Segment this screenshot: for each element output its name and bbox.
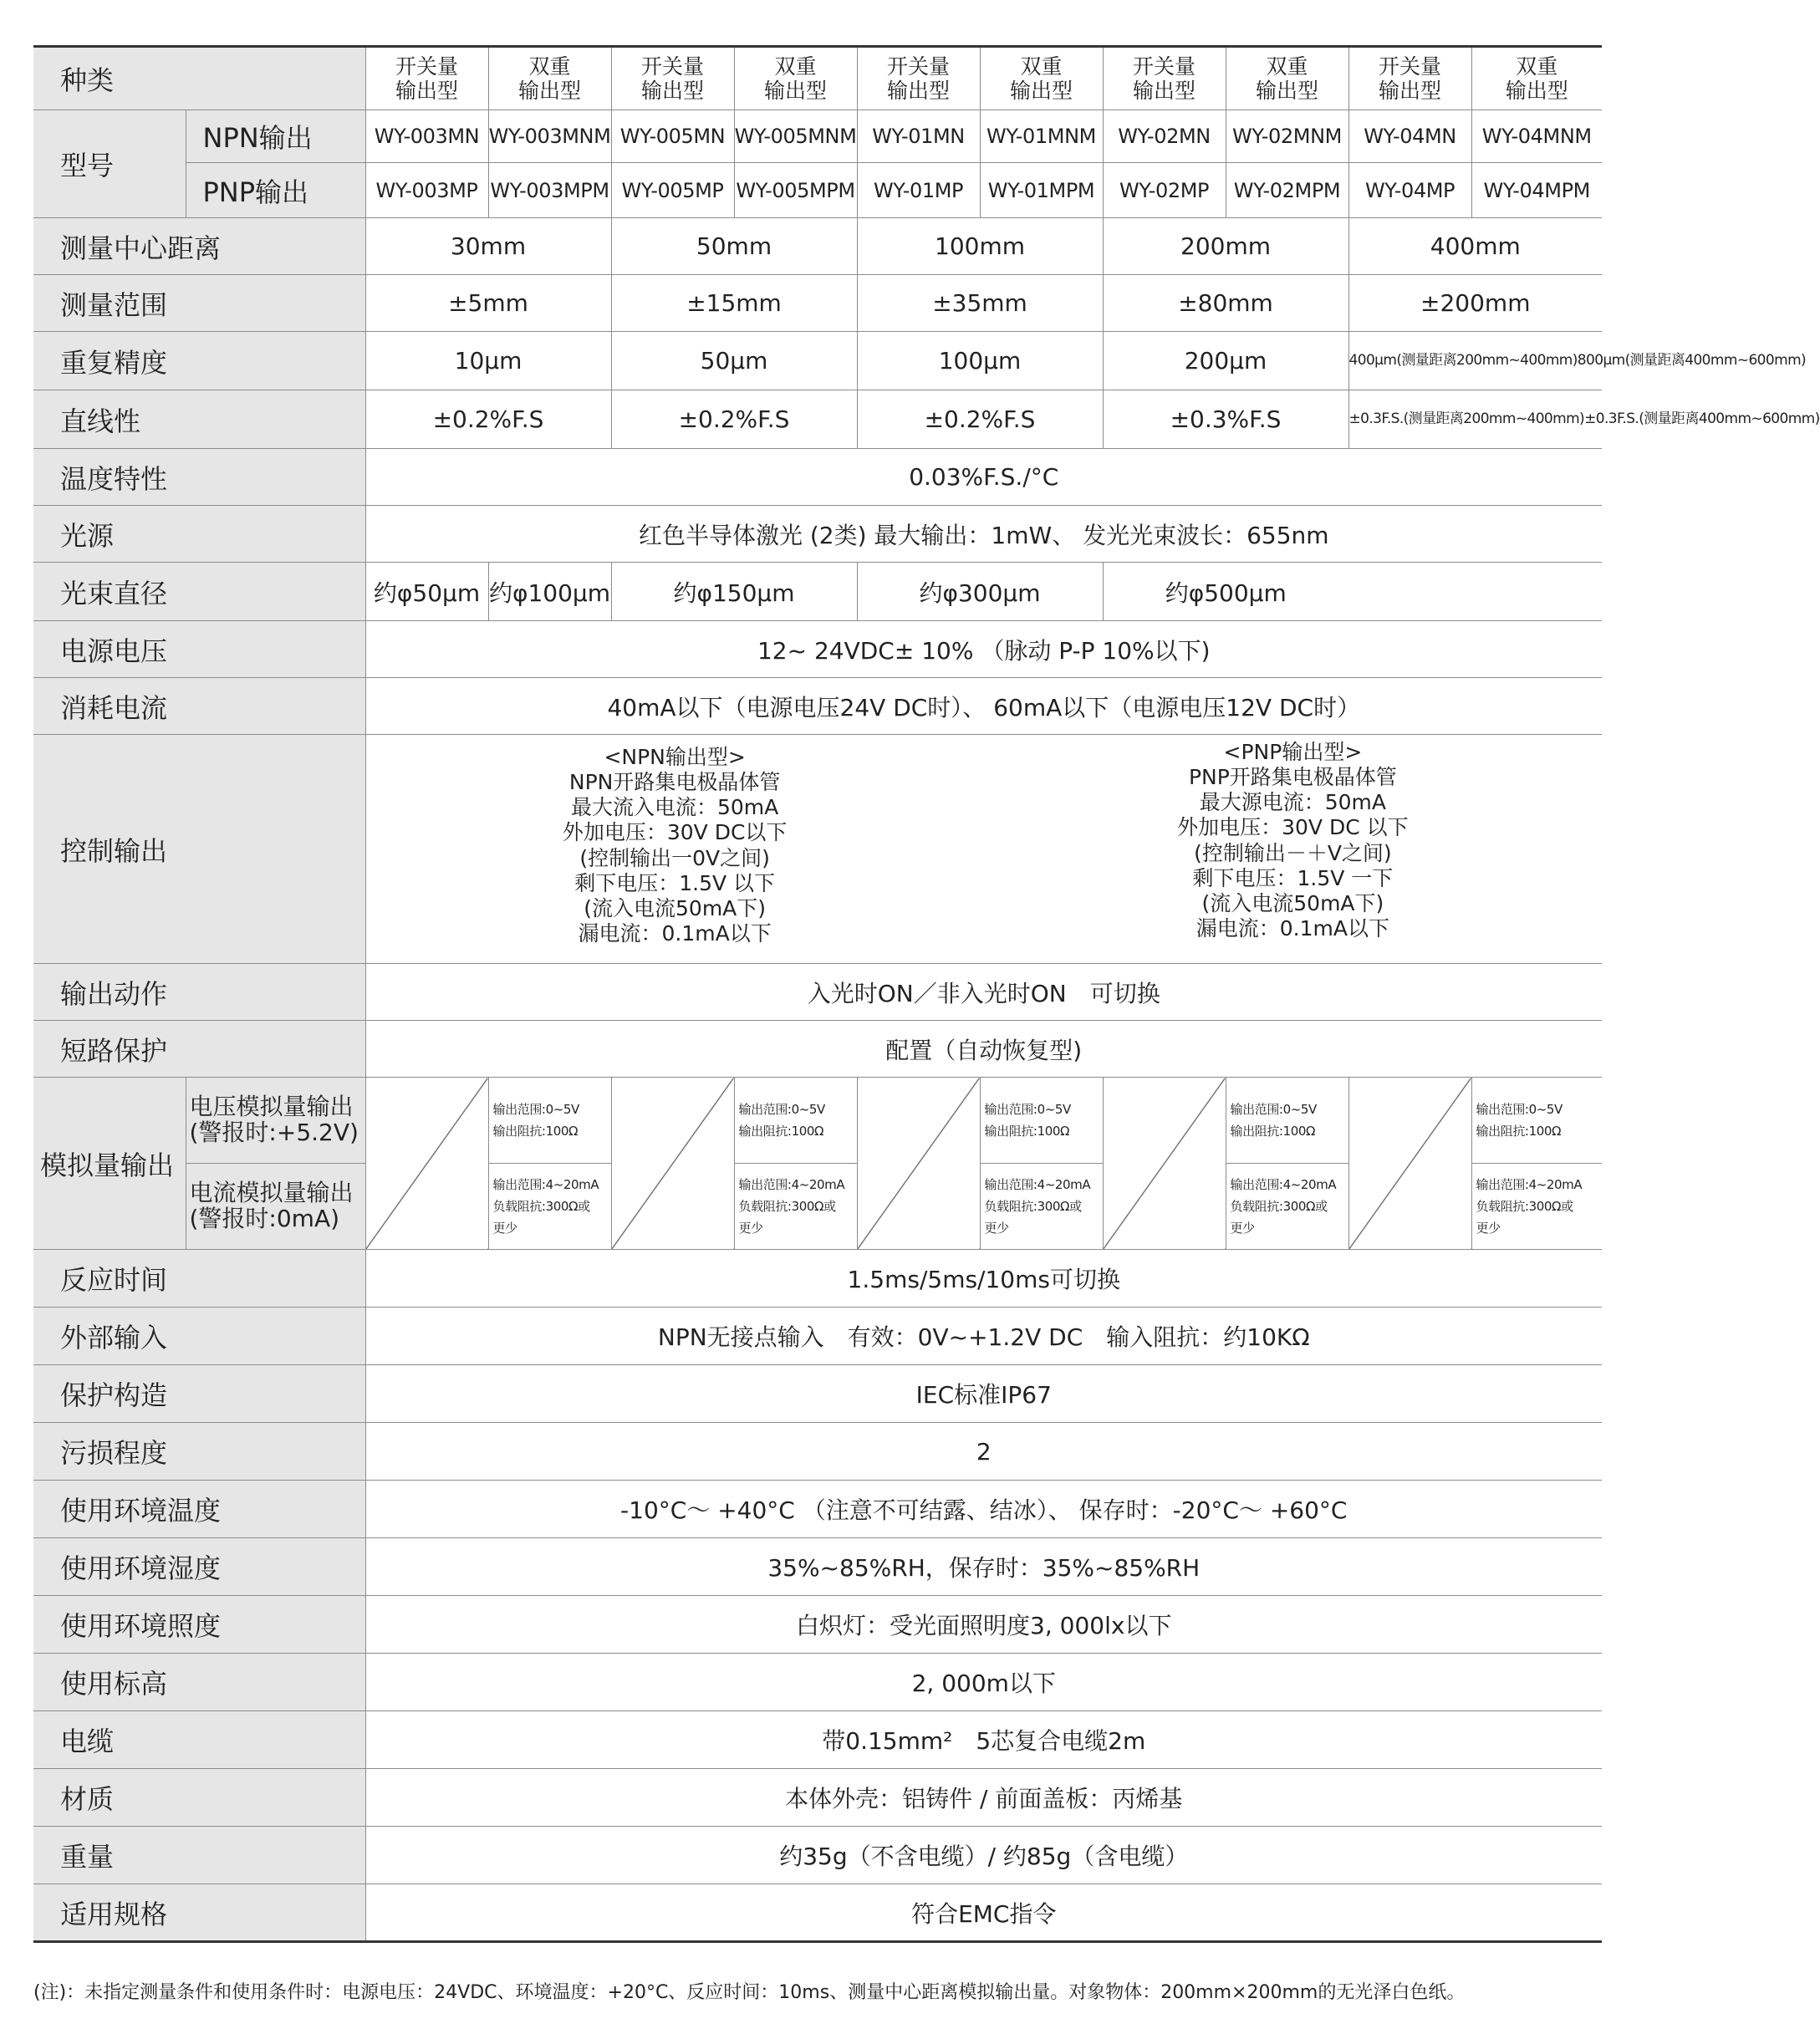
control-line: 最大源电流：50mA (1199, 790, 1387, 814)
type-line: 双重 (1020, 54, 1063, 79)
control-output-columns (366, 739, 1603, 951)
type-line: 输出型 (1010, 79, 1073, 103)
sub-label: NPN输出 (186, 110, 365, 163)
control-line: 漏电流：0.1mA以下 (1195, 916, 1389, 941)
output-action-row (33, 964, 1602, 1021)
sub-label: PNP输出 (186, 163, 365, 218)
env-temp-row (33, 1481, 1602, 1538)
analog-line: 负载阻抗:300Ω或 (1230, 1198, 1328, 1214)
control-line: 剩下电压：1.5V 以下 (574, 870, 776, 895)
external-input-value: NPN无接点输入 有效：0V~+1.2V DC 输入阻抗：约10KΩ (365, 1308, 1602, 1365)
analog-voltage-value (488, 1078, 611, 1164)
row-label: 使用环境照度 (33, 1596, 365, 1654)
linearity-row (33, 390, 1602, 449)
row-label: 直线性 (33, 390, 365, 449)
row-label: 温度特性 (33, 449, 365, 506)
type-cell (734, 47, 857, 110)
linearity-value (1348, 390, 1820, 449)
npn-model: WY-005MN (611, 110, 734, 163)
center-distance-value: 400mm (1348, 218, 1602, 275)
env-humidity-row (33, 1538, 1602, 1596)
control-npn-column (366, 745, 984, 947)
weight-value: 约35g（不含电缆）/ 约85g（含电缆） (365, 1827, 1602, 1884)
repeatability-value (1348, 332, 1807, 390)
range-value: ±80mm (1103, 275, 1348, 332)
npn-model: WY-003MNM (488, 110, 611, 163)
row-label: 控制输出 (33, 735, 365, 964)
cable-row (33, 1711, 1602, 1769)
type-line: 输出型 (1256, 79, 1319, 103)
footnote: (注)：未指定测量条件和使用条件时：电源电压：24VDC、环境温度：+20°C、反应时间：10ms、测量中心距离模拟输出量。对象物体：200mm×200mm的无光泽白色纸。 (33, 1982, 1466, 2003)
row-label: 使用标高 (33, 1654, 365, 1711)
npn-model: WY-005MNM (734, 110, 857, 163)
linearity-value: ±0.3%F.S (1103, 390, 1348, 449)
type-line: 输出型 (1379, 79, 1442, 103)
sub-label-line: 电压模拟量输出 (189, 1093, 354, 1121)
cell-line: ±0.3F.S.(测量距离400mm~600mm) (1584, 410, 1820, 428)
pollution-value: 2 (365, 1423, 1602, 1481)
material-value: 本体外壳：铝铸件 / 前面盖板：丙烯基 (365, 1769, 1602, 1827)
range-row (33, 275, 1602, 332)
na-cell (1103, 1078, 1226, 1250)
npn-model: WY-04MNM (1471, 110, 1602, 163)
row-label: 光束直径 (33, 563, 365, 621)
type-cell (1103, 47, 1226, 110)
center-distance-value: 30mm (365, 218, 611, 275)
analog-line: 输出范围:0~5V (1230, 1101, 1317, 1117)
beam-diameter-value: 约φ50μm (365, 563, 488, 621)
cell-line: ±0.3F.S.(测量距离200mm~400mm) (1348, 410, 1585, 428)
control-line: 外加电压：30V DC 以下 (1177, 815, 1409, 840)
analog-voltage-value (1471, 1078, 1602, 1164)
row-label: 测量范围 (33, 275, 365, 332)
type-line: 输出型 (1505, 79, 1568, 103)
center-distance-value: 200mm (1103, 218, 1348, 275)
spec-table (33, 45, 1820, 1943)
current-row (33, 678, 1602, 735)
row-label: 模拟量输出 (33, 1078, 186, 1250)
pnp-model-row (33, 163, 1602, 218)
pnp-model: WY-04MP (1348, 163, 1471, 218)
output-action-value: 入光时ON／非入光时ON 可切换 (365, 964, 1602, 1021)
control-line: <NPN输出型> (604, 744, 746, 769)
weight-row (33, 1827, 1602, 1884)
light-source-value: 红色半导体激光 (2类) 最大输出：1mW、 发光光束波长：655nm (365, 506, 1602, 563)
control-line: 漏电流：0.1mA以下 (578, 921, 772, 946)
control-output-row (33, 735, 1602, 964)
row-label: 消耗电流 (33, 678, 365, 735)
repeatability-row (33, 332, 1602, 390)
control-line: (流入电流50mA下) (1201, 891, 1384, 915)
row-label: 使用环境湿度 (33, 1538, 365, 1596)
analog-line: 负载阻抗:300Ω或 (984, 1198, 1082, 1214)
analog-voltage-row (33, 1078, 1602, 1164)
linearity-value: ±0.2%F.S (611, 390, 857, 449)
analog-line: 输出范围:4~20mA (984, 1176, 1091, 1192)
spec-table-body (33, 47, 1820, 1942)
sub-label (186, 1078, 365, 1164)
type-cell (857, 47, 980, 110)
type-line: 开关量 (641, 54, 705, 79)
na-cell (857, 1078, 980, 1250)
linearity-value: ±0.2%F.S (365, 390, 611, 449)
type-line: 输出型 (764, 79, 828, 103)
external-input-row (33, 1308, 1602, 1365)
range-value: ±15mm (611, 275, 857, 332)
npn-model: WY-02MNM (1226, 110, 1348, 163)
cell-line: 400μm(测量距离200mm~400mm) (1348, 352, 1578, 370)
altitude-value: 2, 000m以下 (365, 1654, 1602, 1711)
row-label: 重复精度 (33, 332, 365, 390)
protection-row (33, 1365, 1602, 1423)
beam-diameter-value: 约φ100μm (488, 563, 611, 621)
type-cell (488, 47, 611, 110)
beam-diameter-value: 约φ300μm (857, 563, 1103, 621)
env-temp-value: -10°C～ +40°C （注意不可结露、结冰）、 保存时：-20°C～ +60°C (365, 1481, 1602, 1538)
analog-line: 负载阻抗:300Ω或 (738, 1198, 836, 1214)
response-time-row (33, 1250, 1602, 1308)
pollution-row (33, 1423, 1602, 1481)
control-line: <PNP输出型> (1223, 739, 1363, 764)
pnp-model: WY-04MPM (1471, 163, 1602, 218)
control-line: PNP开路集电极晶体管 (1188, 764, 1397, 789)
pnp-model: WY-01MPM (980, 163, 1103, 218)
type-line: 双重 (774, 54, 817, 79)
env-light-row (33, 1596, 1602, 1654)
pnp-model: WY-02MP (1103, 163, 1226, 218)
control-line: 剩下电压：1.5V 一下 (1192, 865, 1394, 890)
response-time-value: 1.5ms/5ms/10ms可切换 (365, 1250, 1602, 1308)
temperature-row (33, 449, 1602, 506)
analog-line: 输出范围:4~20mA (492, 1176, 599, 1192)
supply-voltage-value: 12~ 24VDC± 10% （脉动 P-P 10%以下) (365, 621, 1602, 678)
analog-line: 输出阻抗:100Ω (492, 1124, 579, 1139)
env-light-value: 白炽灯：受光面照明度3, 000lx以下 (365, 1596, 1602, 1654)
analog-line: 更少 (738, 1221, 763, 1236)
row-label: 保护构造 (33, 1365, 365, 1423)
short-circuit-row (33, 1021, 1602, 1078)
analog-line: 输出阻抗:100Ω (1230, 1124, 1316, 1139)
cell-line: 800μm(测量距离400mm~600mm) (1577, 352, 1807, 370)
env-humidity-value: 35%~85%RH，保存时：35%~85%RH (365, 1538, 1602, 1596)
type-line: 双重 (528, 54, 571, 79)
pnp-model: WY-003MPM (488, 163, 611, 218)
npn-model-row (33, 110, 1602, 163)
cable-value: 带0.15mm² 5芯复合电缆2m (365, 1711, 1602, 1769)
analog-line: 输出范围:4~20mA (1230, 1176, 1337, 1192)
row-label: 反应时间 (33, 1250, 365, 1308)
row-label: 光源 (33, 506, 365, 563)
type-cell (980, 47, 1103, 110)
analog-line: 输出范围:0~5V (1476, 1101, 1563, 1117)
beam-diameter-value: 约φ150μm (611, 563, 857, 621)
analog-line: 输出范围:4~20mA (738, 1176, 845, 1192)
type-line: 开关量 (1379, 54, 1442, 79)
type-row (33, 47, 1602, 110)
center-distance-row (33, 218, 1602, 275)
type-line: 输出型 (518, 79, 582, 103)
row-label: 外部输入 (33, 1308, 365, 1365)
type-cell (611, 47, 734, 110)
pnp-model: WY-01MP (857, 163, 980, 218)
row-label: 使用环境温度 (33, 1481, 365, 1538)
type-cell (1226, 47, 1348, 110)
analog-line: 输出范围:0~5V (492, 1101, 579, 1117)
npn-model: WY-003MN (365, 110, 488, 163)
pnp-model: WY-005MPM (734, 163, 857, 218)
sub-label (186, 1164, 365, 1250)
analog-line: 输出范围:0~5V (738, 1101, 825, 1117)
type-line: 开关量 (395, 54, 459, 79)
range-value: ±200mm (1348, 275, 1602, 332)
row-label: 适用规格 (33, 1884, 365, 1942)
sub-label-line: 电流模拟量输出 (189, 1179, 354, 1207)
analog-current-value (734, 1164, 857, 1250)
npn-model: WY-04MN (1348, 110, 1471, 163)
control-line: (流入电流50mA下) (584, 896, 767, 920)
analog-line: 输出阻抗:100Ω (738, 1124, 824, 1139)
control-line: 最大流入电流：50mA (571, 795, 779, 819)
type-line: 开关量 (1133, 54, 1196, 79)
repeatability-value: 200μm (1103, 332, 1348, 390)
row-label: 种类 (33, 47, 365, 110)
pnp-model: WY-005MP (611, 163, 734, 218)
analog-line: 负载阻抗:300Ω或 (1476, 1198, 1573, 1214)
row-label: 材质 (33, 1769, 365, 1827)
temperature-value: 0.03%F.S./°C (365, 449, 1602, 506)
na-cell (611, 1078, 734, 1250)
type-cell (365, 47, 488, 110)
range-value: ±5mm (365, 275, 611, 332)
npn-model: WY-01MNM (980, 110, 1103, 163)
sub-label-line: (警报时:0mA) (189, 1205, 340, 1232)
row-label: 污损程度 (33, 1423, 365, 1481)
analog-line: 输出阻抗:100Ω (984, 1124, 1070, 1139)
analog-line: 更少 (984, 1221, 1009, 1236)
center-distance-value: 100mm (857, 218, 1103, 275)
analog-line: 输出范围:0~5V (984, 1101, 1071, 1117)
type-line: 开关量 (887, 54, 951, 79)
row-label: 重量 (33, 1827, 365, 1884)
light-source-row (33, 506, 1602, 563)
analog-voltage-value (1226, 1078, 1348, 1164)
na-cell (365, 1078, 488, 1250)
material-row (33, 1769, 1602, 1827)
pnp-model: WY-02MPM (1226, 163, 1348, 218)
repeatability-value: 50μm (611, 332, 857, 390)
analog-line: 负载阻抗:300Ω或 (492, 1198, 590, 1214)
control-output-value (365, 735, 1602, 964)
type-line: 输出型 (1133, 79, 1196, 103)
analog-current-value (488, 1164, 611, 1250)
analog-current-value (1471, 1164, 1602, 1250)
beam-diameter-value: 约φ500μm (1103, 563, 1348, 621)
altitude-row (33, 1654, 1602, 1711)
control-pnp-column (984, 740, 1602, 942)
row-label: 电缆 (33, 1711, 365, 1769)
analog-voltage-value (980, 1078, 1103, 1164)
supply-voltage-row (33, 621, 1602, 678)
sub-label-line: (警报时:+5.2V) (189, 1119, 359, 1146)
type-cell (1348, 47, 1471, 110)
repeatability-value: 10μm (365, 332, 611, 390)
type-line: 输出型 (887, 79, 951, 103)
control-line: (控制输出－＋V之间) (1194, 840, 1392, 865)
control-line: (控制输出一0V之间) (579, 845, 770, 870)
row-label: 电源电压 (33, 621, 365, 678)
analog-voltage-value (734, 1078, 857, 1164)
control-line: NPN开路集电极晶体管 (568, 769, 781, 794)
npn-model: WY-02MN (1103, 110, 1226, 163)
standard-value: 符合EMC指令 (365, 1884, 1602, 1942)
linearity-value: ±0.2%F.S (857, 390, 1103, 449)
repeatability-value: 100μm (857, 332, 1103, 390)
range-value: ±35mm (857, 275, 1103, 332)
npn-model: WY-01MN (857, 110, 980, 163)
beam-diameter-row (33, 563, 1602, 621)
analog-line: 更少 (492, 1221, 517, 1236)
type-line: 双重 (1516, 54, 1558, 79)
type-cell (1471, 47, 1602, 110)
protection-value: IEC标准IP67 (365, 1365, 1602, 1423)
current-value: 40mA以下（电源电压24V DC时）、 60mA以下（电源电压12V DC时） (365, 678, 1602, 735)
analog-line: 更少 (1476, 1221, 1501, 1236)
row-label: 型号 (33, 110, 186, 218)
row-label: 测量中心距离 (33, 218, 365, 275)
analog-line: 输出阻抗:100Ω (1476, 1124, 1562, 1139)
pnp-model: WY-003MP (365, 163, 488, 218)
analog-line: 更少 (1230, 1221, 1255, 1236)
center-distance-value: 50mm (611, 218, 857, 275)
row-label: 短路保护 (33, 1021, 365, 1078)
control-line: 外加电压：30V DC以下 (562, 820, 788, 845)
analog-current-value (980, 1164, 1103, 1250)
na-cell (1348, 1078, 1471, 1250)
type-line: 输出型 (395, 79, 459, 103)
analog-line: 输出范围:4~20mA (1476, 1176, 1583, 1192)
row-label: 输出动作 (33, 964, 365, 1021)
type-line: 双重 (1266, 54, 1308, 79)
short-circuit-value: 配置（自动恢复型) (365, 1021, 1602, 1078)
standard-row (33, 1884, 1602, 1942)
analog-current-value (1226, 1164, 1348, 1250)
type-line: 输出型 (641, 79, 705, 103)
